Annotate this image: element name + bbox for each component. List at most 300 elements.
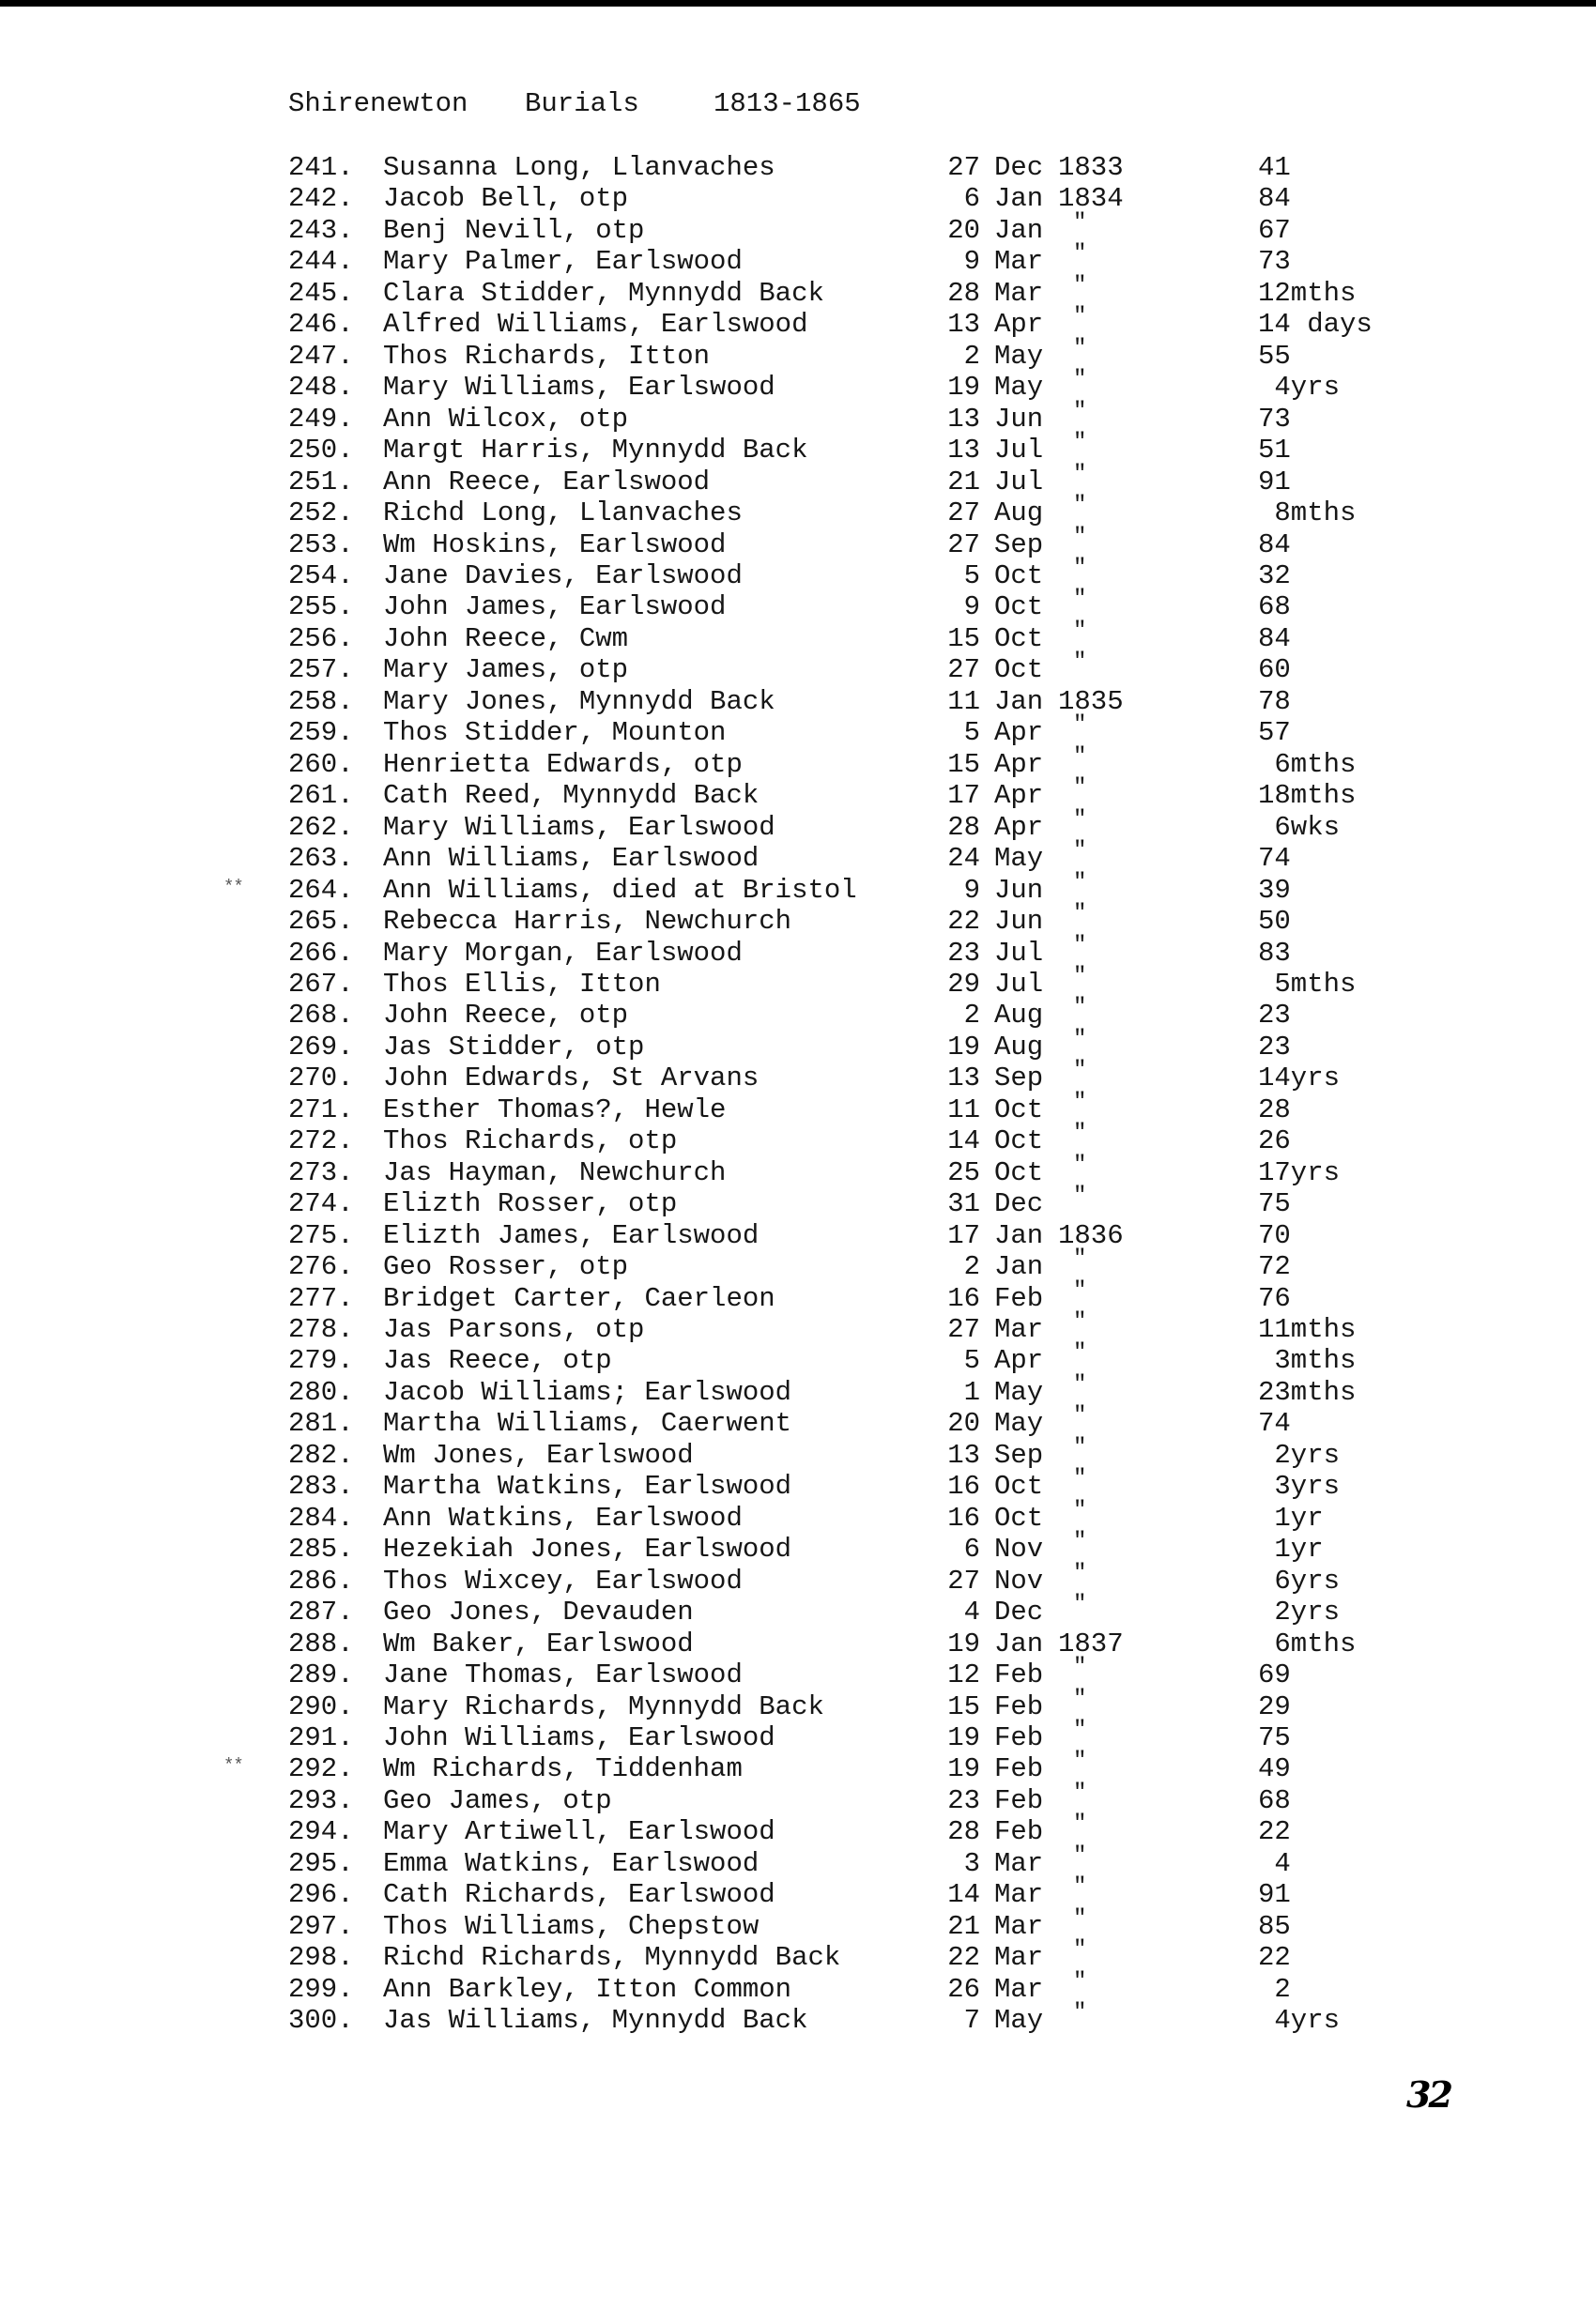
ditto-mark: "	[1073, 963, 1087, 989]
entry-day: 9	[963, 874, 980, 906]
ditto-mark: "	[1073, 1340, 1087, 1367]
entry-month: May	[994, 1376, 1044, 1408]
entry-year: 1833	[1058, 152, 1124, 183]
entry-month: Sep	[994, 528, 1044, 560]
entry-age: 84	[1258, 528, 1291, 560]
entry-age: 23mths	[1258, 1376, 1357, 1408]
entry-age: 29	[1258, 1690, 1291, 1722]
burial-entry	[0, 1466, 1596, 1503]
burial-entry	[0, 555, 1596, 592]
entry-day: 26	[947, 1973, 980, 2005]
note-marker: **	[223, 876, 243, 897]
burial-entry	[0, 1560, 1596, 1598]
entry-number: 296.	[288, 1879, 354, 1911]
entry-number: 247.	[288, 340, 354, 372]
burial-entry	[0, 1277, 1596, 1315]
entry-number: 289.	[288, 1659, 354, 1691]
entry-day: 24	[947, 843, 980, 875]
entry-day: 27	[947, 152, 980, 183]
entry-month: May	[994, 340, 1044, 372]
entry-name-place: Thos Wixcey, Earlswood	[383, 1565, 743, 1597]
entry-number: 262.	[288, 811, 354, 843]
entry-number: 276.	[288, 1251, 354, 1283]
entry-day: 13	[947, 1063, 980, 1094]
entry-number: 299.	[288, 1973, 354, 2005]
entry-month: Oct	[994, 591, 1044, 623]
burial-entry	[0, 1529, 1596, 1566]
burial-entry	[0, 932, 1596, 970]
entry-name-place: Thos Richards, otp	[383, 1125, 678, 1157]
ditto-mark: "	[1073, 1749, 1087, 1775]
burial-entry	[0, 367, 1596, 404]
burial-entry	[0, 430, 1596, 466]
entry-month: Oct	[994, 1471, 1044, 1503]
entry-day: 3	[963, 1847, 980, 1879]
ditto-mark: "	[1073, 1277, 1087, 1304]
entry-day: 6	[963, 1534, 980, 1566]
entry-age: 69	[1258, 1659, 1291, 1691]
ditto-mark: "	[1073, 743, 1087, 770]
entry-month: Jan	[994, 183, 1044, 215]
entry-day: 23	[947, 937, 980, 969]
entry-day: 21	[947, 1910, 980, 1942]
entry-day: 19	[947, 1031, 980, 1063]
entry-month: Oct	[994, 1156, 1044, 1188]
burial-entry	[0, 1089, 1596, 1126]
page-number: 32	[1406, 2073, 1450, 2116]
entry-age: 68	[1258, 591, 1291, 623]
entry-name-place: Jas Stidder, otp	[383, 1031, 645, 1063]
entry-name-place: Ann Williams, died at Bristol	[383, 874, 857, 906]
entry-age: 83	[1258, 937, 1291, 969]
ditto-mark: "	[1073, 1655, 1087, 1681]
entry-month: Oct	[994, 1093, 1044, 1125]
entry-age: 14 days	[1258, 309, 1373, 341]
entry-name-place: Thos Ellis, Itton	[383, 968, 661, 1000]
burial-entry	[0, 1246, 1596, 1283]
entry-number: 269.	[288, 1031, 354, 1063]
entry-number: 264.	[288, 874, 354, 906]
burial-entry	[0, 241, 1596, 278]
entry-name-place: Thos Stidder, Mounton	[383, 717, 727, 749]
entry-number: 283.	[288, 1471, 354, 1503]
entry-day: 7	[963, 2005, 980, 2037]
entry-name-place: Ann Watkins, Earlswood	[383, 1502, 743, 1534]
entry-age: 67	[1258, 214, 1291, 246]
entry-day: 29	[947, 968, 980, 1000]
ditto-mark: "	[1073, 1780, 1087, 1806]
entry-month: Mar	[994, 1973, 1044, 2005]
entry-name-place: Jas Parsons, otp	[383, 1314, 645, 1346]
entry-name-place: Geo Jones, Devauden	[383, 1597, 694, 1628]
entry-number: 297.	[288, 1910, 354, 1942]
entry-month: Apr	[994, 717, 1044, 749]
burial-entry	[0, 1937, 1596, 1974]
entry-age: 5mths	[1258, 968, 1357, 1000]
entry-age: 2	[1258, 1973, 1291, 2005]
entry-day: 27	[947, 1565, 980, 1597]
entry-month: May	[994, 2005, 1044, 2037]
entry-month: Mar	[994, 1879, 1044, 1911]
burial-entry	[0, 743, 1596, 781]
ditto-mark: "	[1073, 1842, 1087, 1869]
entry-month: Apr	[994, 811, 1044, 843]
burial-entry	[0, 901, 1596, 938]
entry-name-place: Jacob Bell, otp	[383, 183, 629, 215]
entry-name-place: Martha Watkins, Earlswood	[383, 1471, 792, 1503]
ditto-mark: "	[1073, 1905, 1087, 1932]
entry-month: Mar	[994, 1910, 1044, 1942]
burial-entry	[0, 183, 1596, 215]
entry-number: 258.	[288, 685, 354, 717]
burial-entry	[0, 1842, 1596, 1880]
burial-entry	[0, 1905, 1596, 1943]
entry-day: 27	[947, 497, 980, 529]
entry-name-place: Thos Richards, Itton	[383, 340, 711, 372]
entry-age: 28	[1258, 1093, 1291, 1125]
burial-entry	[0, 1968, 1596, 2006]
entry-month: Feb	[994, 1690, 1044, 1722]
entry-day: 13	[947, 1439, 980, 1471]
entry-name-place: Mary James, otp	[383, 654, 629, 686]
burial-entry	[0, 1184, 1596, 1220]
entry-month: Apr	[994, 780, 1044, 812]
entry-month: Feb	[994, 1282, 1044, 1314]
burial-entry	[0, 1309, 1596, 1346]
entry-name-place: Mary Richards, Mynnydd Back	[383, 1690, 824, 1722]
ditto-mark: "	[1073, 1371, 1087, 1398]
entry-age: 72	[1258, 1251, 1291, 1283]
burial-entry	[0, 152, 1596, 184]
entry-age: 2yrs	[1258, 1597, 1341, 1628]
entry-age: 57	[1258, 717, 1291, 749]
burial-entry	[0, 524, 1596, 561]
entry-month: Jan	[994, 214, 1044, 246]
entry-month: Dec	[994, 152, 1044, 183]
entry-day: 25	[947, 1156, 980, 1188]
entry-age: 14yrs	[1258, 1063, 1341, 1094]
entry-day: 9	[963, 591, 980, 623]
entry-month: Feb	[994, 1722, 1044, 1753]
entry-number: 253.	[288, 528, 354, 560]
entry-number: 272.	[288, 1125, 354, 1157]
burial-entry	[0, 806, 1596, 844]
burial-entry	[0, 1340, 1596, 1377]
note-marker: **	[223, 1755, 243, 1777]
entry-name-place: John Reece, Cwm	[383, 622, 629, 654]
entry-month: Dec	[994, 1188, 1044, 1220]
entry-name-place: Henrietta Edwards, otp	[383, 748, 743, 780]
entry-age: 84	[1258, 183, 1291, 215]
ditto-mark: "	[1073, 806, 1087, 833]
ditto-mark: "	[1073, 775, 1087, 802]
entry-number: 250.	[288, 435, 354, 466]
entry-name-place: Martha Williams, Caerwent	[383, 1408, 792, 1440]
title-register: Burials	[525, 88, 639, 119]
burial-entry	[0, 1592, 1596, 1628]
entry-age: 1yr	[1258, 1502, 1324, 1534]
entry-month: Feb	[994, 1753, 1044, 1785]
burial-entry	[0, 963, 1596, 1001]
ditto-mark: "	[1073, 1121, 1087, 1147]
entry-number: 291.	[288, 1722, 354, 1753]
burial-entry	[0, 461, 1596, 498]
entry-day: 27	[947, 654, 980, 686]
entry-age: 74	[1258, 1408, 1291, 1440]
ditto-mark: "	[1073, 1968, 1087, 1995]
entry-name-place: Geo James, otp	[383, 1784, 612, 1816]
entry-day: 13	[947, 309, 980, 341]
entry-age: 75	[1258, 1188, 1291, 1220]
entry-month: Jul	[994, 435, 1044, 466]
entry-month: Jun	[994, 403, 1044, 435]
entry-number: 275.	[288, 1219, 354, 1251]
entry-month: Mar	[994, 246, 1044, 278]
entry-name-place: Cath Richards, Earlswood	[383, 1879, 775, 1911]
ditto-mark: "	[1073, 1874, 1087, 1901]
burial-entry	[0, 869, 1596, 907]
entry-name-place: John James, Earlswood	[383, 591, 727, 623]
entry-month: Nov	[994, 1534, 1044, 1566]
entry-name-place: Elizth James, Earlswood	[383, 1219, 760, 1251]
entry-age: 74	[1258, 843, 1291, 875]
entry-day: 4	[963, 1597, 980, 1628]
entry-number: 248.	[288, 372, 354, 404]
entry-name-place: Bridget Carter, Caerleon	[383, 1282, 775, 1314]
entry-month: Mar	[994, 1847, 1044, 1879]
burial-entry	[0, 995, 1596, 1032]
ditto-mark: "	[1073, 838, 1087, 864]
entry-number: 286.	[288, 1565, 354, 1597]
ditto-mark: "	[1073, 932, 1087, 958]
ditto-mark: "	[1073, 335, 1087, 361]
entry-day: 13	[947, 435, 980, 466]
entry-number: 292.	[288, 1753, 354, 1785]
entry-name-place: Jacob Williams; Earlswood	[383, 1376, 792, 1408]
burial-entry	[0, 1121, 1596, 1157]
entry-age: 49	[1258, 1753, 1291, 1785]
entry-number: 271.	[288, 1093, 354, 1125]
entry-age: 4	[1258, 1847, 1291, 1879]
entry-name-place: Susanna Long, Llanvaches	[383, 152, 775, 183]
entry-name-place: Margt Harris, Mynnydd Back	[383, 435, 808, 466]
burial-entry	[0, 2000, 1596, 2037]
entry-name-place: Mary Morgan, Earlswood	[383, 937, 743, 969]
ditto-mark: "	[1073, 1529, 1087, 1555]
entry-age: 11mths	[1258, 1314, 1357, 1346]
ditto-mark: "	[1073, 1434, 1087, 1460]
entry-name-place: Rebecca Harris, Newchurch	[383, 906, 792, 938]
ditto-mark: "	[1073, 1026, 1087, 1052]
entry-number: 263.	[288, 843, 354, 875]
entry-number: 244.	[288, 246, 354, 278]
entry-age: 73	[1258, 403, 1291, 435]
entry-day: 19	[947, 1722, 980, 1753]
entry-number: 254.	[288, 559, 354, 591]
entry-month: Apr	[994, 309, 1044, 341]
entry-age: 6yrs	[1258, 1565, 1341, 1597]
entry-name-place: Richd Richards, Mynnydd Back	[383, 1942, 841, 1974]
entry-age: 1yr	[1258, 1534, 1324, 1566]
entry-month: Apr	[994, 748, 1044, 780]
entry-age: 70	[1258, 1219, 1291, 1251]
burial-entry	[0, 1497, 1596, 1535]
entry-month: Jan	[994, 1251, 1044, 1283]
entry-number: 261.	[288, 780, 354, 812]
ditto-mark: "	[1073, 304, 1087, 330]
entry-day: 9	[963, 246, 980, 278]
ditto-mark: "	[1073, 650, 1087, 676]
entry-number: 249.	[288, 403, 354, 435]
ditto-mark: "	[1073, 1718, 1087, 1743]
entry-month: Jan	[994, 1628, 1044, 1659]
entry-month: Oct	[994, 654, 1044, 686]
entry-month: Mar	[994, 1314, 1044, 1346]
entry-name-place: Mary Artiwell, Earlswood	[383, 1816, 775, 1848]
entry-name-place: Esther Thomas?, Hewle	[383, 1093, 727, 1125]
burial-entry	[0, 1749, 1596, 1785]
entry-month: Aug	[994, 497, 1044, 529]
entry-day: 2	[963, 1251, 980, 1283]
entry-number: 278.	[288, 1314, 354, 1346]
entry-month: Feb	[994, 1784, 1044, 1816]
burial-entry	[0, 1780, 1596, 1817]
entry-day: 20	[947, 1408, 980, 1440]
entry-age: 4yrs	[1258, 372, 1341, 404]
ditto-mark: "	[1073, 1937, 1087, 1964]
ditto-mark: "	[1073, 2000, 1087, 2026]
ditto-mark: "	[1073, 995, 1087, 1021]
entry-day: 15	[947, 748, 980, 780]
entry-day: 22	[947, 1942, 980, 1974]
entry-day: 28	[947, 277, 980, 309]
entry-day: 20	[947, 214, 980, 246]
entry-number: 293.	[288, 1784, 354, 1816]
ditto-mark: "	[1073, 1184, 1087, 1210]
burial-entry	[0, 209, 1596, 247]
entry-day: 23	[947, 1784, 980, 1816]
entry-age: 73	[1258, 246, 1291, 278]
entry-number: 279.	[288, 1345, 354, 1377]
ditto-mark: "	[1073, 524, 1087, 550]
entry-day: 6	[963, 183, 980, 215]
entry-month: Mar	[994, 277, 1044, 309]
entry-day: 27	[947, 1314, 980, 1346]
entry-day: 14	[947, 1879, 980, 1911]
entry-name-place: Clara Stidder, Mynnydd Back	[383, 277, 824, 309]
entry-year: 1834	[1058, 183, 1124, 215]
entry-number: 243.	[288, 214, 354, 246]
entry-age: 22	[1258, 1942, 1291, 1974]
entry-name-place: Jas Reece, otp	[383, 1345, 612, 1377]
entry-name-place: Mary Williams, Earlswood	[383, 811, 775, 843]
entry-month: May	[994, 372, 1044, 404]
entry-name-place: Emma Watkins, Earlswood	[383, 1847, 760, 1879]
ditto-mark: "	[1073, 1246, 1087, 1273]
ditto-mark: "	[1073, 461, 1087, 487]
entry-age: 91	[1258, 466, 1291, 497]
entry-number: 251.	[288, 466, 354, 497]
ditto-mark: "	[1073, 587, 1087, 613]
entry-number: 260.	[288, 748, 354, 780]
page-title	[288, 88, 861, 120]
entry-age: 55	[1258, 340, 1291, 372]
ditto-mark: "	[1073, 1592, 1087, 1618]
ditto-mark: "	[1073, 209, 1087, 236]
entry-name-place: Jas Hayman, Newchurch	[383, 1156, 727, 1188]
entry-age: 22	[1258, 1816, 1291, 1848]
entry-month: Sep	[994, 1439, 1044, 1471]
entry-name-place: Wm Hoskins, Earlswood	[383, 528, 727, 560]
entry-day: 21	[947, 466, 980, 497]
entry-number: 290.	[288, 1690, 354, 1722]
burial-entry	[0, 618, 1596, 655]
entry-month: Oct	[994, 1502, 1044, 1534]
entry-age: 3mths	[1258, 1345, 1357, 1377]
entry-name-place: Elizth Rosser, otp	[383, 1188, 678, 1220]
entry-month: Oct	[994, 622, 1044, 654]
entry-number: 298.	[288, 1942, 354, 1974]
entry-month: Apr	[994, 1345, 1044, 1377]
ditto-mark: "	[1073, 1309, 1087, 1336]
entry-number: 277.	[288, 1282, 354, 1314]
entry-number: 287.	[288, 1597, 354, 1628]
entry-number: 265.	[288, 906, 354, 938]
entry-number: 282.	[288, 1439, 354, 1471]
entry-number: 267.	[288, 968, 354, 1000]
entry-year: 1836	[1058, 1219, 1124, 1251]
entry-day: 19	[947, 1753, 980, 1785]
entry-number: 246.	[288, 309, 354, 341]
entry-month: Jul	[994, 968, 1044, 1000]
burial-entry	[0, 712, 1596, 749]
burial-entry	[0, 1812, 1596, 1848]
ditto-mark: "	[1073, 398, 1087, 424]
title-parish: Shirenewton	[288, 88, 468, 119]
entry-age: 85	[1258, 1910, 1291, 1942]
entry-day: 5	[963, 717, 980, 749]
entry-month: Aug	[994, 1000, 1044, 1032]
burial-entry	[0, 272, 1596, 310]
entry-month: Jul	[994, 937, 1044, 969]
entry-age: 17yrs	[1258, 1156, 1341, 1188]
entry-month: Jun	[994, 906, 1044, 938]
ditto-mark: "	[1073, 1089, 1087, 1115]
entry-month: Mar	[994, 1942, 1044, 1974]
entry-number: 284.	[288, 1502, 354, 1534]
entry-age: 41	[1258, 152, 1291, 183]
entry-name-place: John Edwards, St Arvans	[383, 1063, 760, 1094]
entry-number: 242.	[288, 183, 354, 215]
burial-entry	[0, 1686, 1596, 1723]
entry-age: 91	[1258, 1879, 1291, 1911]
entry-name-place: Richd Long, Llanvaches	[383, 497, 743, 529]
entry-day: 16	[947, 1471, 980, 1503]
ditto-mark: "	[1073, 1560, 1087, 1586]
entry-name-place: Mary Jones, Mynnydd Back	[383, 685, 775, 717]
entry-number: 259.	[288, 717, 354, 749]
entry-month: May	[994, 1408, 1044, 1440]
entry-number: 281.	[288, 1408, 354, 1440]
entry-age: 78	[1258, 685, 1291, 717]
entry-month: Feb	[994, 1659, 1044, 1691]
entry-age: 4yrs	[1258, 2005, 1341, 2037]
burial-entry	[0, 1403, 1596, 1440]
entry-number: 268.	[288, 1000, 354, 1032]
entry-age: 3yrs	[1258, 1471, 1341, 1503]
entry-month: Nov	[994, 1565, 1044, 1597]
entry-number: 256.	[288, 622, 354, 654]
